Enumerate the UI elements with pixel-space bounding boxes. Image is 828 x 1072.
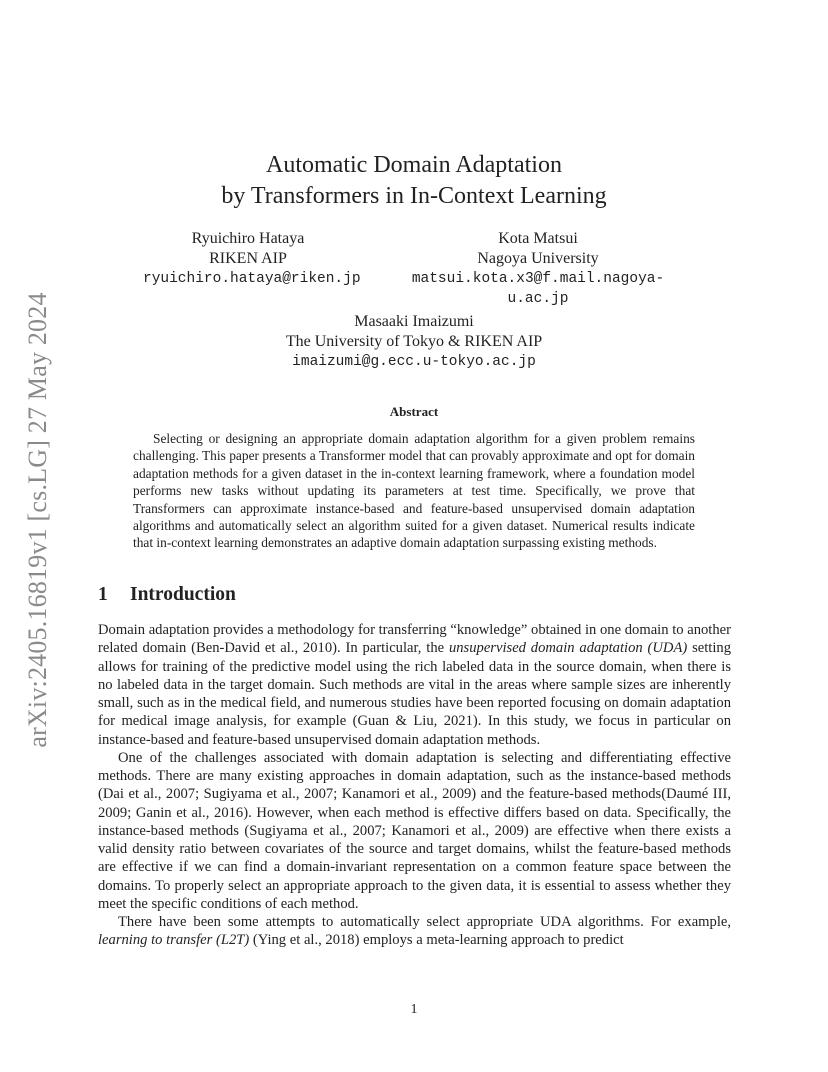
paragraph-2: One of the challenges associated with domain adaptation is selecting and differentiating effective methods. There are many existing approaches in domain adaptation, such as the instance-based methods (Dai et al., 2007; Sugiyama et al., 2007; Kanamori et al., 2009) and the feature-based methods(Daumé III, 2009; Ganin et al., 2016). However, when each method is effective differs based on data. Specifically, the instance-based methods (Sugiyama et al., 2007; Kanamori et al., 2009) are effective when there exists a valid density ratio between covariates of the source and target domains, whilst the feature-based methods are effective if we can find a domain-invariant representation on a common feature space between the domains. To properly select an appropriate approach to the given data, it is essential to assess whether they meet the specific conditions of each method. (98, 749, 731, 912)
paragraph-1-emphasis: unsupervised domain adaptation (UDA) (448, 640, 688, 657)
author-affiliation: Nagoya University (477, 250, 599, 267)
paragraph-1-text-b: setting allows for training of the predictive model using the rich labeled data in the source domain, when there is no labeled data in the target domain. Such methods are vital in the areas where sample sizes are inherently small, such as in the medical field, and numerous studies have been reported focusing on domain adaptation for medical image analysis, for example (Guan & Liu, 2021). In this study, we focus in particular on instance-based and feature-based unsupervised domain adaptation methods. (98, 640, 731, 748)
title-line-2: by Transformers in In-Context Learning (221, 183, 607, 209)
author-email: ryuichiro.hataya@riken.jp (143, 271, 361, 287)
author-name: Kota Matsui (498, 230, 578, 247)
author-block-1 (143, 229, 361, 289)
paragraph-3-emphasis: learning to transfer (L2T) (98, 932, 250, 949)
author-affiliation: The University of Tokyo & RIKEN AIP (285, 333, 543, 350)
abstract-heading: Abstract (389, 404, 439, 419)
author-email: imaizumi@g.ecc.u-tokyo.ac.jp (292, 354, 536, 370)
section-number: 1 (98, 584, 108, 605)
abstract-text: Selecting or designing an appropriate domain adaptation algorithm for a given problem remains challenging. This paper presents a Transformer model that can provably approximate and opt for domain adaptation methods for a given dataset in the in-context learning framework, where a foundation model performs new tasks without updating its parameters at test time. Specifically, we prove that Transformers can approximate instance-based and feature-based unsupervised domain adaptation algorithms and automatically select an algorithm suited for a given dataset. Numerical results indicate that in-context learning demonstrates an adaptive domain adaptation surpassing existing methods. (133, 431, 695, 551)
section-title: Introduction (130, 584, 236, 605)
title-line-1: Automatic Domain Adaptation (266, 152, 562, 178)
paper-title (0, 150, 828, 212)
section-heading (98, 584, 236, 606)
paragraph-3 (98, 913, 731, 950)
paragraph-1-text-a: Domain adaptation provides a methodology for transferring “knowledge” obtained in one domain to another related domain (Ben-David et al., 2010). In particular, the (98, 622, 731, 657)
paragraph-3-text-b: (Ying et al., 2018) employs a meta-learning approach to predict (249, 932, 624, 949)
arxiv-identifier: arXiv:2405.16819v1 [cs.LG] 27 May 2024 (23, 292, 52, 748)
author-block-3 (214, 312, 614, 372)
page-number: 1 (410, 1002, 418, 1017)
author-name: Ryuichiro Hataya (191, 230, 305, 247)
body-text (98, 621, 731, 950)
author-email: matsui.kota.x3@f.mail.nagoya-u.ac.jp (411, 271, 665, 307)
paragraph-3-text-a: There have been some attempts to automatically select appropriate UDA algorithms. For example, (118, 914, 731, 930)
paragraph-1 (98, 621, 731, 749)
author-name: Masaaki Imaizumi (354, 313, 474, 330)
author-block-2 (383, 229, 693, 309)
author-affiliation: RIKEN AIP (209, 250, 287, 267)
